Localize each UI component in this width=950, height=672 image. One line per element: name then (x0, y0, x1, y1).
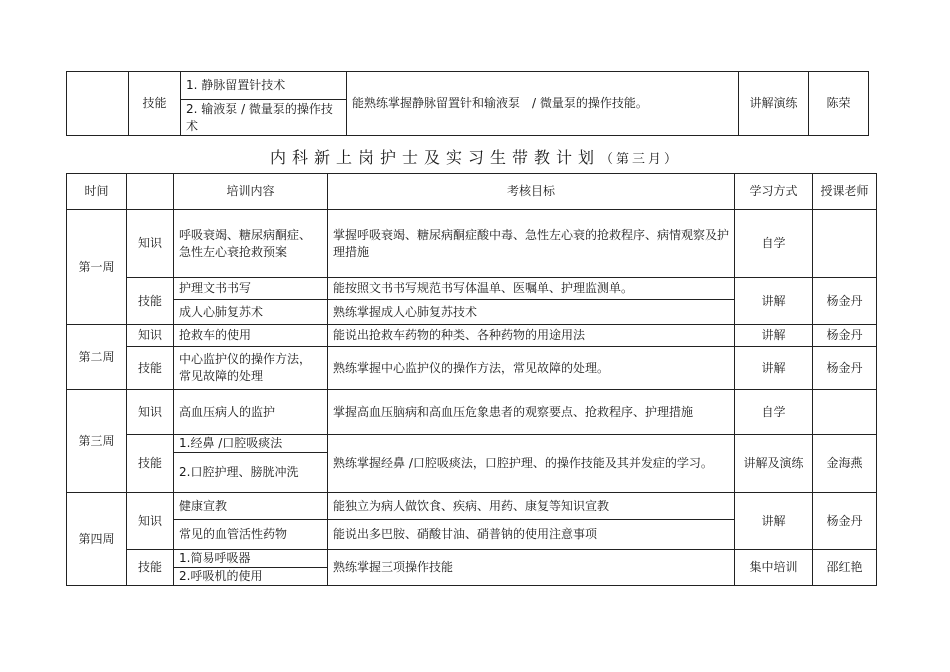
method-cell: 讲解演练 (739, 72, 809, 136)
category-cell: 知识 (127, 390, 174, 435)
teacher-cell: 杨金丹 (813, 347, 877, 390)
table-row (67, 435, 877, 453)
title-sub: （第三月） (600, 152, 681, 167)
goal-cell: 能独立为病人做饮食、疾病、用药、康复等知识宣教 (328, 493, 735, 520)
table-row (67, 325, 877, 347)
method-cell: 自学 (735, 390, 813, 435)
goal-cell: 能说出抢救车药物的种类、各种药物的用途用法 (328, 325, 735, 347)
method-cell: 讲解 (735, 325, 813, 347)
goal-cell: 掌握呼吸衰竭、糖尿病酮症酸中毒、急性左心衰的抢救程序、病情观察及护理措施 (328, 210, 735, 278)
content-cell: 常见的血管活性药物 (174, 520, 328, 550)
method-cell: 讲解 (735, 493, 813, 550)
teacher-cell (813, 390, 877, 435)
teacher-cell: 邵红艳 (813, 550, 877, 586)
method-cell: 自学 (735, 210, 813, 278)
content-cell: 呼吸衰竭、糖尿病酮症、急性左心衰抢救预案 (174, 210, 328, 278)
method-cell: 讲解 (735, 278, 813, 325)
teacher-cell (813, 210, 877, 278)
goal-cell: 熟练掌握三项操作技能 (328, 550, 735, 586)
header-goal: 考核目标 (328, 174, 735, 210)
content-cell: 中心监护仪的操作方法，常见故障的处理 (174, 347, 328, 390)
header-time: 时间 (67, 174, 127, 210)
content-cell: 成人心肺复苏术 (174, 300, 328, 325)
content-cell: 1.经鼻 /口腔吸痰法 (174, 435, 328, 453)
method-cell: 讲解及演练 (735, 435, 813, 493)
content-cell: 1. 静脉留置针技术 (181, 72, 347, 100)
teacher-cell: 杨金丹 (813, 493, 877, 550)
content-cell: 抢救车的使用 (174, 325, 328, 347)
content-cell: 护理文书书写 (174, 278, 328, 300)
teacher-cell: 杨金丹 (813, 278, 877, 325)
table-row (67, 347, 877, 390)
previous-plan-table (66, 71, 869, 136)
empty-time-cell (67, 72, 129, 136)
header-blank (127, 174, 174, 210)
table-row (67, 210, 877, 278)
content-cell: 健康宣教 (174, 493, 328, 520)
page-title (0, 145, 950, 168)
header-method: 学习方式 (735, 174, 813, 210)
goal-cell: 掌握高血压脑病和高血压危象患者的观察要点、抢救程序、护理措施 (328, 390, 735, 435)
content-cell: 2.呼吸机的使用 (174, 568, 328, 586)
header-content: 培训内容 (174, 174, 328, 210)
category-cell: 知识 (127, 493, 174, 550)
content-cell: 2. 输液泵 / 微量泵的操作技术 (181, 100, 347, 136)
category-cell: 技能 (127, 278, 174, 325)
goal-cell: 能按照文书书写规范书写体温单、医嘱单、护理监测单。 (328, 278, 735, 300)
goal-cell: 熟练掌握中心监护仪的操作方法，常见故障的处理。 (328, 347, 735, 390)
table-row (67, 278, 877, 300)
category-cell: 技能 (127, 550, 174, 586)
table-row (67, 493, 877, 520)
category-cell: 知识 (127, 210, 174, 278)
teacher-cell: 陈荣 (809, 72, 869, 136)
category-cell: 技能 (127, 435, 174, 493)
title-main: 内科新上岗护士及实习生带教计划 (269, 148, 600, 167)
week-label: 第四周 (67, 493, 127, 586)
goal-cell: 熟练掌握成人心肺复苏技术 (328, 300, 735, 325)
header-row (67, 174, 877, 210)
category-cell: 技能 (129, 72, 181, 136)
week-label: 第三周 (67, 390, 127, 493)
table-row (67, 390, 877, 435)
goal-cell: 能说出多巴胺、硝酸甘油、硝普钠的使用注意事项 (328, 520, 735, 550)
table-row (67, 550, 877, 568)
teacher-cell: 金海燕 (813, 435, 877, 493)
content-cell: 2.口腔护理、膀胱冲洗 (174, 453, 328, 493)
goal-cell: 能熟练掌握静脉留置针和输液泵 / 微量泵的操作技能。 (347, 72, 739, 136)
content-cell: 高血压病人的监护 (174, 390, 328, 435)
header-teacher: 授课老师 (813, 174, 877, 210)
category-cell: 知识 (127, 325, 174, 347)
category-cell: 技能 (127, 347, 174, 390)
teacher-cell: 杨金丹 (813, 325, 877, 347)
method-cell: 集中培训 (735, 550, 813, 586)
training-plan-table (66, 173, 877, 586)
goal-cell: 熟练掌握经鼻 /口腔吸痰法，口腔护理、的操作技能及其并发症的学习。 (328, 435, 735, 493)
content-cell: 1.简易呼吸器 (174, 550, 328, 568)
week-label: 第一周 (67, 210, 127, 325)
week-label: 第二周 (67, 325, 127, 390)
method-cell: 讲解 (735, 347, 813, 390)
